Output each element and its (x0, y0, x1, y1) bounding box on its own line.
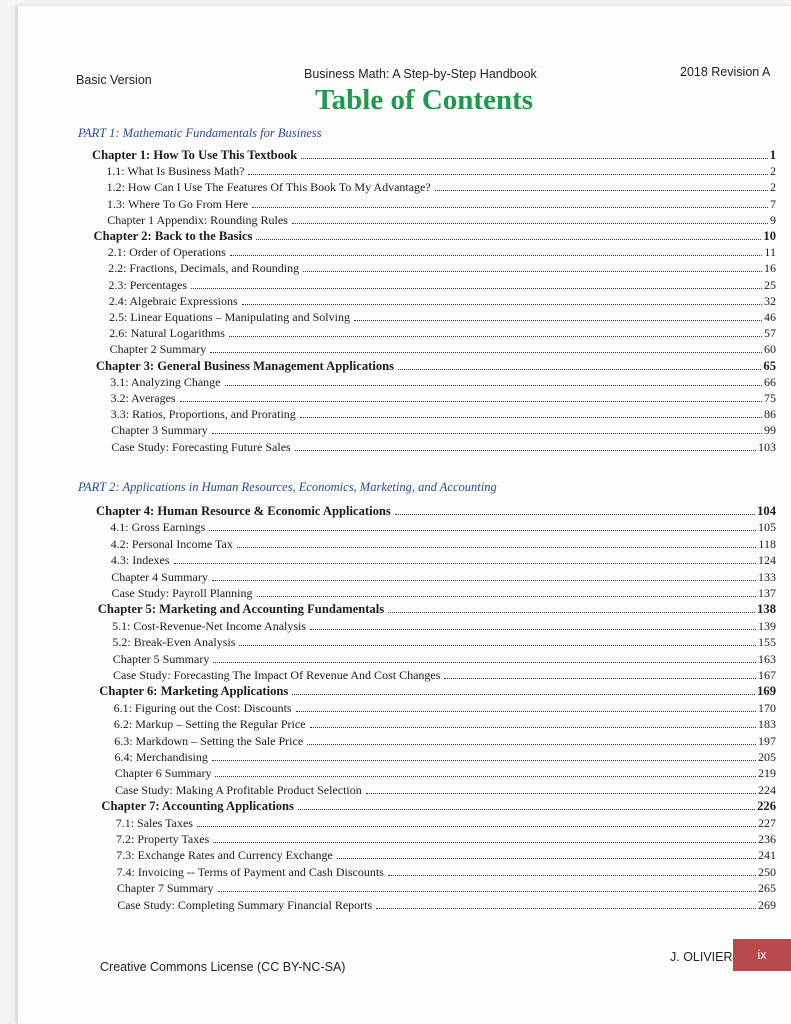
toc-section-entry[interactable] (116, 831, 776, 847)
entry-page-number: 9 (769, 212, 776, 227)
entry-page-number: 236 (758, 832, 776, 846)
toc-section-entry[interactable] (109, 309, 776, 325)
entry-title: 7.4: Invoicing -- Terms of Payment and Cash Discounts (116, 864, 384, 879)
dot-leader (300, 417, 762, 418)
entry-page-number: 104 (757, 504, 776, 518)
dot-leader (310, 629, 756, 630)
entry-title: Chapter 1: How To Use This Textbook (92, 148, 298, 162)
entry-page-number: 65 (763, 358, 776, 373)
dot-leader (310, 727, 756, 728)
dot-leader (191, 288, 762, 289)
entry-title: 4.2: Personal Income Tax (110, 536, 233, 551)
entry-page-number: 46 (764, 310, 776, 324)
entry-page-number: 75 (764, 391, 776, 405)
entry-page-number: 11 (764, 245, 776, 260)
entry-page-number: 86 (763, 407, 776, 422)
toc-section-entry[interactable] (109, 325, 776, 341)
dot-leader (298, 809, 755, 810)
toc-section-entry[interactable] (106, 163, 776, 179)
part-heading: PART 2: Applications in Human Resources, Economics, Marketing, and Accounting (78, 480, 497, 494)
toc-section-entry[interactable] (107, 212, 776, 228)
entry-title: 6.2: Markup – Setting the Regular Price (113, 717, 306, 732)
entry-page-number: 7 (769, 196, 776, 211)
entry-title: 2.3: Percentages (108, 277, 188, 292)
toc-section-entry[interactable] (115, 765, 776, 781)
author-name: J. OLIVIER (670, 950, 733, 964)
entry-title: Chapter 2 Summary (109, 342, 207, 357)
entry-title: Chapter 6: Marketing Applications (99, 684, 289, 699)
entry-title: 7.3: Exchange Rates and Currency Exchange (116, 848, 333, 863)
entry-title: Chapter 6 Summary (114, 766, 212, 781)
entry-page-number: 138 (757, 602, 776, 617)
entry-page-number: 170 (757, 700, 776, 715)
dot-leader (180, 401, 762, 402)
dot-leader (444, 678, 756, 679)
toc-section-entry[interactable] (114, 716, 776, 732)
dot-leader (210, 352, 762, 353)
dot-leader (376, 908, 756, 909)
entry-title: 3.1: Analyzing Change (110, 374, 221, 389)
toc-chapter-entry[interactable] (96, 358, 776, 374)
toc-chapter-entry[interactable] (99, 683, 776, 699)
dot-leader (212, 580, 756, 581)
entry-page-number: 224 (757, 782, 776, 797)
dot-leader (252, 207, 768, 208)
entry-title: 2.4: Algebraic Expressions (108, 293, 238, 308)
dot-leader (237, 547, 757, 548)
entry-title: Case Study: Payroll Planning (111, 586, 253, 600)
toc-section-entry[interactable] (115, 782, 776, 798)
dot-leader (239, 645, 756, 646)
entry-title: Chapter 3 Summary (111, 423, 208, 438)
entry-page-number: 137 (758, 586, 776, 600)
dot-leader (292, 694, 755, 695)
toc-section-entry[interactable] (112, 618, 776, 634)
toc-section-entry[interactable] (112, 585, 777, 601)
entry-title: Chapter 5 Summary (112, 651, 210, 666)
toc-section-entry[interactable] (117, 897, 776, 913)
dot-leader (292, 223, 768, 224)
toc-section-entry[interactable] (113, 651, 776, 667)
entry-title: Case Study: Making A Profitable Product Selection (115, 782, 362, 797)
toc-section-entry[interactable] (108, 277, 776, 293)
toc-section-entry[interactable] (112, 634, 776, 650)
dot-leader (366, 793, 756, 794)
entry-title: 6.4: Merchandising (114, 750, 208, 764)
dot-leader (301, 158, 767, 159)
entry-page-number: 105 (757, 520, 776, 535)
dot-leader (398, 369, 761, 370)
page-title: Table of Contents (314, 84, 534, 116)
entry-title: 2.5: Linear Equations – Manipulating and Solving (109, 310, 350, 324)
entry-title: Chapter 7 Summary (116, 881, 214, 896)
entry-page-number: 167 (758, 668, 776, 682)
entry-page-number: 250 (757, 864, 776, 879)
toc-section-entry[interactable] (115, 749, 777, 765)
entry-title: Case Study: Forecasting The Impact Of Revenue And Cost Changes (113, 668, 441, 682)
entry-title: Chapter 4: Human Resource & Economic Applications (96, 504, 391, 518)
entry-page-number: 226 (757, 799, 776, 814)
entry-title: 4.3: Indexes (110, 553, 170, 568)
toc-section-entry[interactable] (110, 374, 776, 390)
entry-title: 2.2: Fractions, Decimals, and Rounding (108, 261, 300, 276)
toc-section-entry[interactable] (116, 847, 776, 863)
toc-section-entry[interactable] (111, 406, 776, 422)
toc-chapter-entry[interactable] (101, 798, 776, 814)
revision-label: 2018 Revision A (680, 65, 771, 79)
dot-leader (248, 174, 768, 175)
dot-leader (174, 563, 756, 564)
dot-leader (230, 255, 763, 256)
toc-section-entry[interactable] (111, 569, 776, 585)
entry-title: 7.2: Property Taxes (116, 832, 210, 846)
entry-title: 2.6: Natural Logarithms (109, 326, 225, 341)
entry-page-number: 169 (757, 684, 776, 699)
entry-title: Chapter 4 Summary (111, 569, 208, 584)
entry-title: 3.3: Ratios, Proportions, and Prorating (110, 407, 296, 422)
dot-leader (213, 842, 756, 843)
toc-section-entry[interactable] (117, 880, 776, 896)
entry-title: Case Study: Forecasting Future Sales (111, 439, 291, 454)
entry-page-number: 16 (763, 261, 776, 276)
entry-page-number: 99 (763, 423, 776, 438)
toc-section-entry[interactable] (111, 390, 777, 406)
entry-page-number: 139 (757, 618, 776, 633)
entry-title: 3.2: Averages (110, 391, 176, 405)
toc-chapter-entry[interactable] (98, 601, 776, 617)
dot-leader (218, 891, 756, 892)
entry-page-number: 219 (757, 766, 776, 781)
toc-section-entry[interactable] (116, 815, 776, 831)
entry-page-number: 66 (763, 374, 776, 389)
entry-title: 6.1: Figuring out the Cost: Discounts (113, 700, 292, 715)
entry-page-number: 57 (763, 326, 776, 341)
entry-title: 1.1: What Is Business Math? (106, 164, 245, 179)
entry-title: 2.1: Order of Operations (107, 245, 226, 260)
entry-page-number: 241 (757, 848, 776, 863)
dot-leader (388, 875, 756, 876)
toc-section-entry[interactable] (110, 341, 776, 357)
entry-page-number: 183 (757, 717, 776, 732)
entry-page-number: 25 (763, 277, 776, 292)
dot-leader (388, 612, 755, 613)
dot-leader (307, 744, 756, 745)
dot-leader (435, 190, 768, 191)
entry-title: 5.2: Break-Even Analysis (112, 635, 236, 650)
entry-page-number: 155 (757, 635, 776, 650)
dot-leader (212, 760, 756, 761)
toc-section-entry[interactable] (107, 196, 776, 212)
dot-leader (213, 662, 756, 663)
part-heading: PART 1: Mathematic Fundamentals for Business (78, 126, 322, 140)
dot-leader (337, 858, 756, 859)
toc-section-entry[interactable] (107, 179, 776, 195)
entry-page-number: 10 (763, 229, 776, 243)
dot-leader (256, 239, 761, 240)
toc-section-entry[interactable] (111, 439, 776, 455)
entry-page-number: 1 (769, 148, 776, 162)
entry-page-number: 205 (758, 750, 776, 764)
entry-page-number: 133 (757, 569, 776, 584)
dot-leader (295, 450, 756, 451)
entry-title: Chapter 5: Marketing and Accounting Fundamentals (97, 602, 385, 617)
entry-page-number: 269 (757, 897, 776, 912)
entry-page-number: 197 (757, 733, 776, 748)
toc-section-entry[interactable] (110, 519, 776, 535)
entry-title: Chapter 1 Appendix: Rounding Rules (107, 212, 288, 227)
edition-label: Basic Version (76, 73, 152, 87)
dot-leader (209, 530, 756, 531)
dot-leader (296, 711, 756, 712)
toc-section-entry[interactable] (108, 260, 776, 276)
toc-section-entry[interactable] (111, 422, 776, 438)
toc-section-entry[interactable] (111, 536, 776, 552)
entry-page-number: 60 (763, 342, 776, 357)
book-title: Business Math: A Step-by-Step Handbook (304, 67, 537, 81)
entry-page-number: 2 (769, 164, 776, 179)
entry-page-number: 32 (763, 293, 776, 308)
toc-chapter-entry[interactable] (92, 147, 776, 163)
entry-page-number: 265 (757, 881, 776, 896)
dot-leader (197, 826, 756, 827)
dot-leader (303, 271, 762, 272)
entry-title: Case Study: Completing Summary Financial Reports (117, 897, 373, 912)
entry-page-number: 118 (758, 536, 776, 551)
entry-title: Chapter 2: Back to the Basics (93, 229, 253, 243)
toc-section-entry[interactable] (113, 667, 776, 683)
entry-title: 4.1: Gross Earnings (110, 520, 206, 535)
dot-leader (354, 320, 762, 321)
entry-title: 1.2: How Can I Use The Features Of This Book To My Advantage? (106, 180, 431, 195)
toc-section-entry[interactable] (114, 700, 776, 716)
dot-leader (395, 514, 755, 515)
dot-leader (215, 776, 756, 777)
entry-title: 7.1: Sales Taxes (115, 815, 193, 830)
entry-title: 1.3: Where To Go From Here (106, 196, 249, 211)
toc-section-entry[interactable] (111, 552, 776, 568)
entry-title: Chapter 3: General Business Management Applications (95, 358, 395, 373)
entry-page-number: 103 (757, 439, 776, 454)
dot-leader (212, 433, 762, 434)
license-text: Creative Commons License (CC BY-NC-SA) (100, 960, 346, 974)
page-number-badge: ix (733, 939, 791, 971)
entry-page-number: 163 (757, 651, 776, 666)
toc-section-entry[interactable] (108, 244, 776, 260)
dot-leader (242, 304, 762, 305)
entry-title: 5.1: Cost-Revenue-Net Income Analysis (112, 618, 307, 633)
entry-page-number: 227 (757, 815, 776, 830)
entry-title: Chapter 7: Accounting Applications (101, 799, 294, 814)
toc-chapter-entry[interactable] (94, 228, 777, 244)
toc-chapter-entry[interactable] (96, 503, 776, 519)
toc-section-entry[interactable] (114, 733, 776, 749)
dot-leader (229, 336, 762, 337)
toc-section-entry[interactable] (109, 293, 776, 309)
dot-leader (225, 385, 762, 386)
entry-page-number: 124 (757, 553, 776, 568)
toc-section-entry[interactable] (117, 864, 776, 880)
entry-page-number: 2 (769, 180, 776, 195)
entry-title: 6.3: Markdown – Setting the Sale Price (114, 733, 304, 748)
dot-leader (257, 596, 757, 597)
